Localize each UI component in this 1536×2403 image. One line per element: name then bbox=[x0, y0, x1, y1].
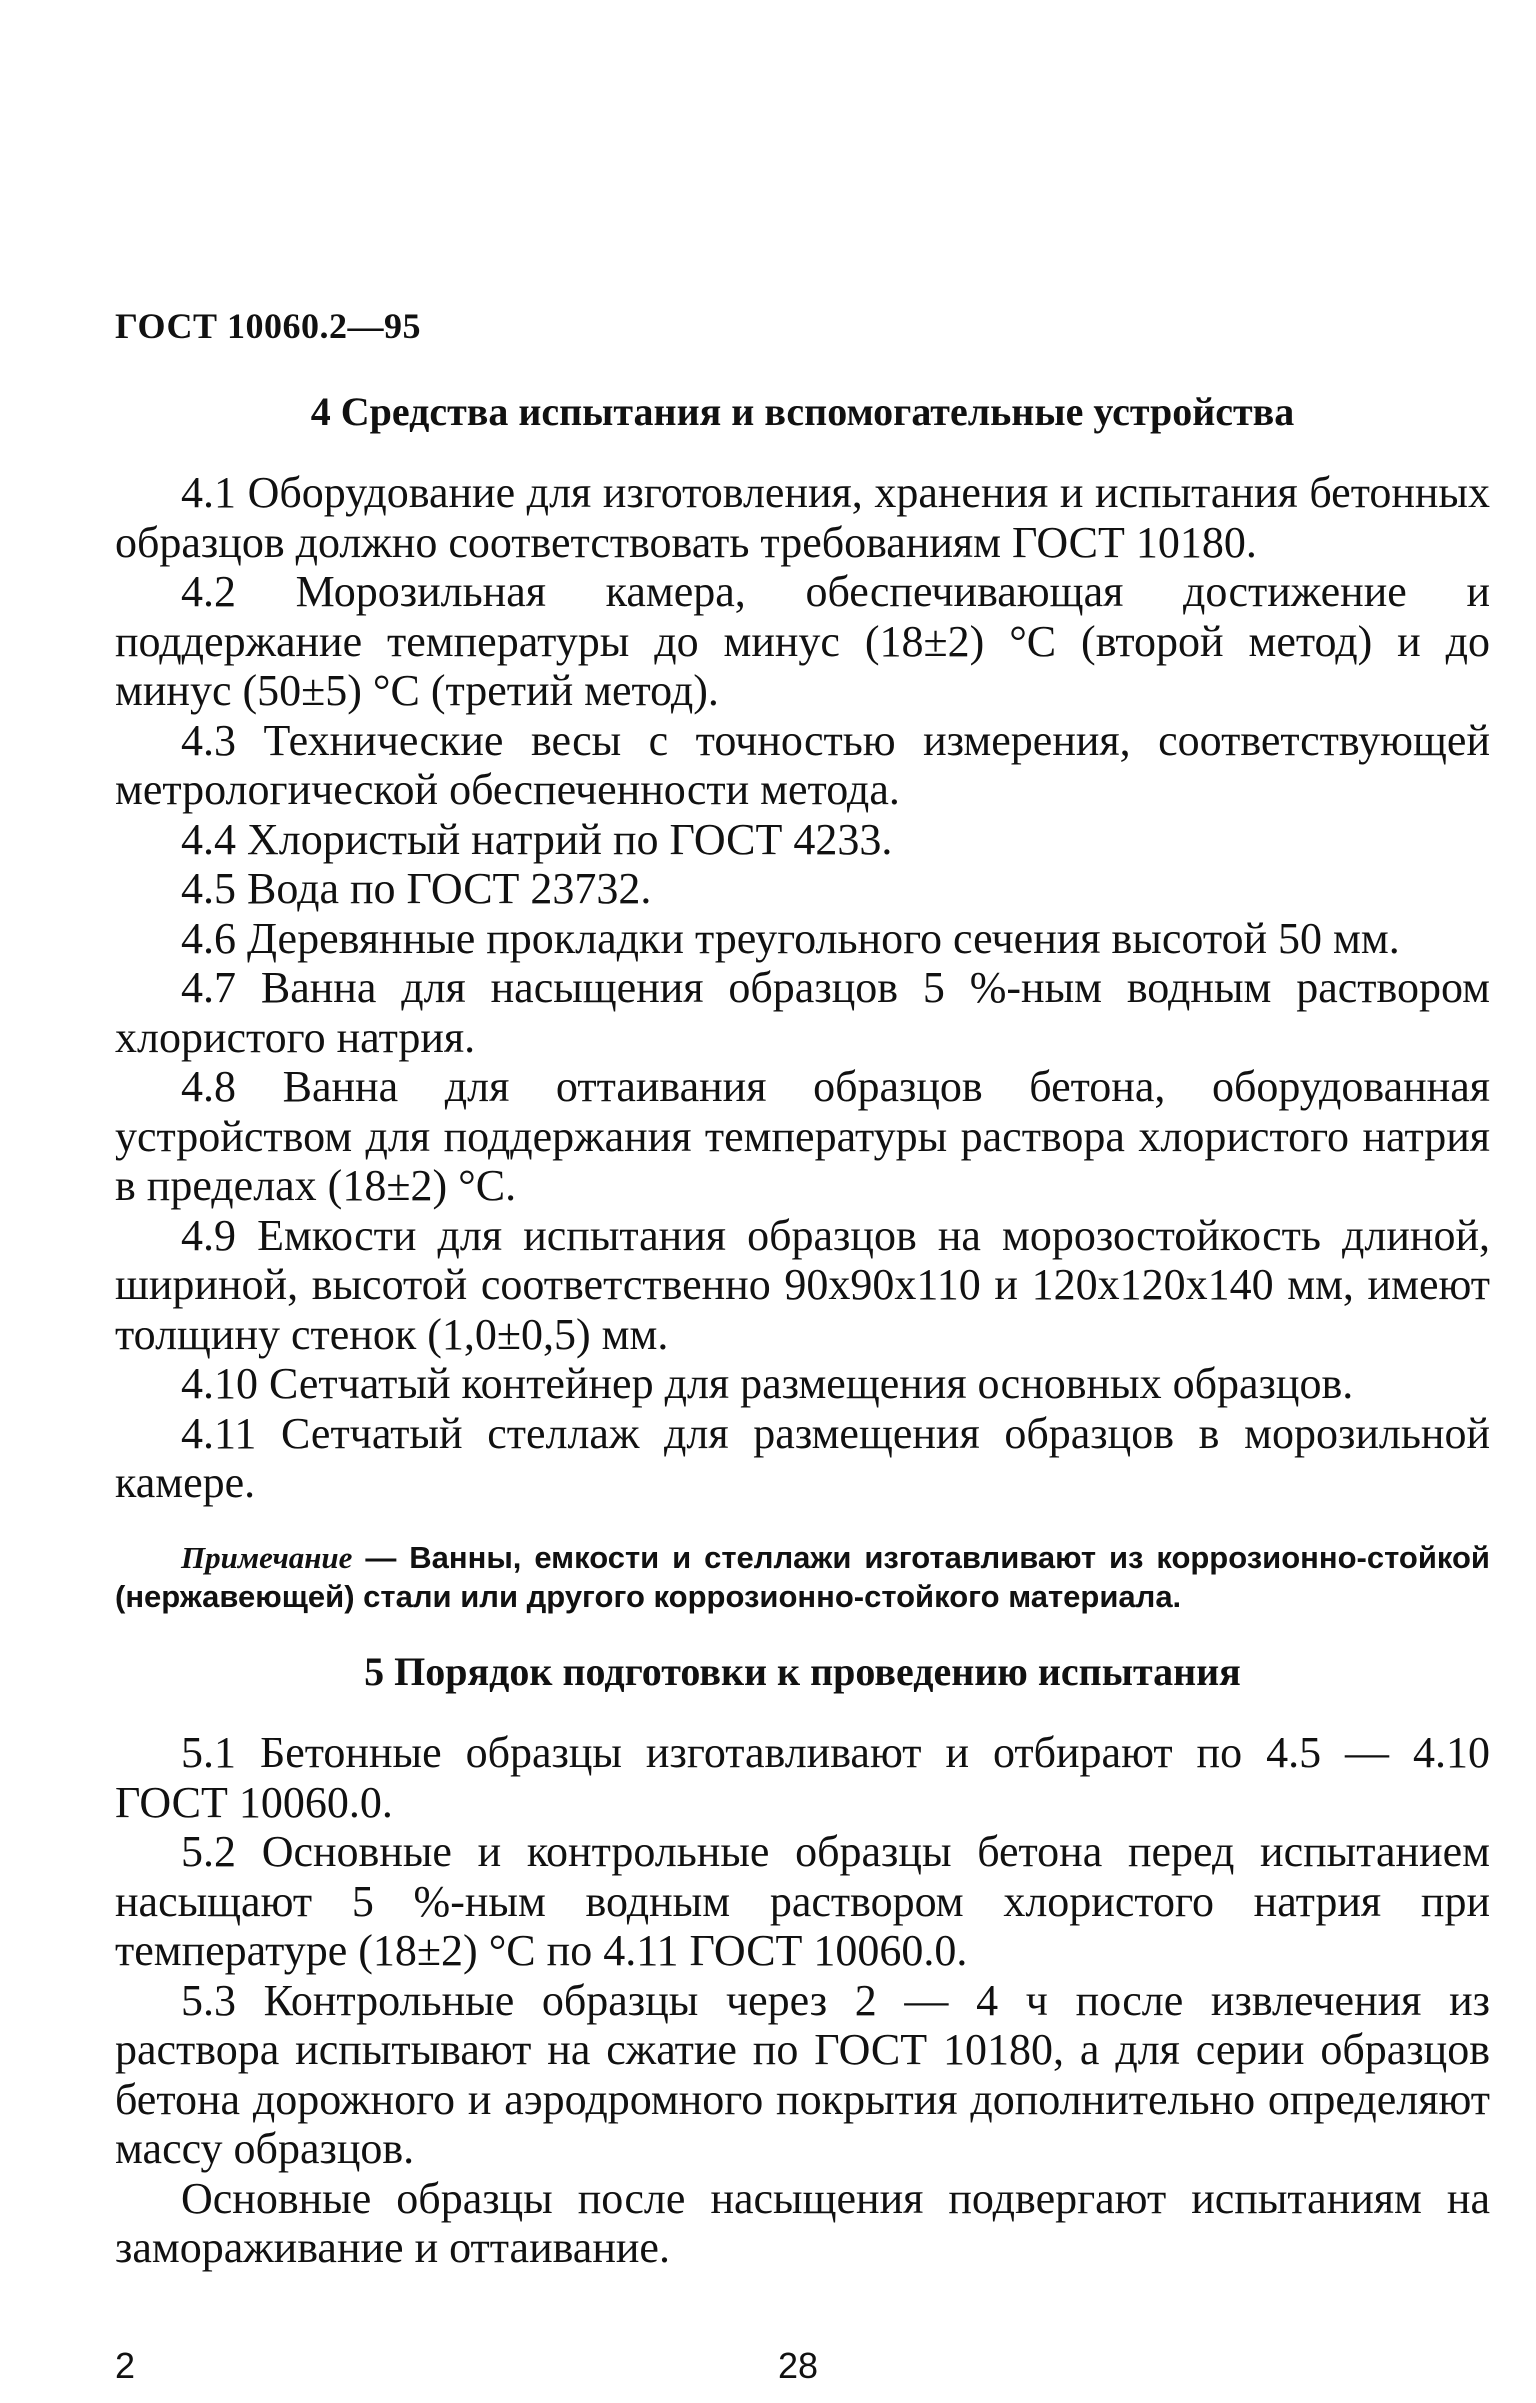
clause-4-4: 4.4 Хлористый натрий по ГОСТ 4233. bbox=[181, 814, 893, 864]
clause-5-1: 5.1 Бетонные образцы изготавливают и отбирают по 4.5 — 4.10 ГОСТ 10060.0. bbox=[115, 1728, 1490, 1827]
clause-4-6: 4.6 Деревянные прокладки треугольного сечения высотой 50 мм. bbox=[181, 913, 1400, 963]
document-page bbox=[115, 0, 1490, 2403]
clause-4-11: 4.11 Сетчатый стеллаж для размещения образцов в морозильной камере. bbox=[115, 1408, 1490, 1507]
clause-4-3: 4.3 Технические весы с точностью измерения, соответствующей метрологической обеспеченности метода. bbox=[115, 715, 1490, 814]
note-text: — Ванны, емкости и стеллажи изготавливают из коррозионно-стойкой (нержавеющей) стали или другого коррозионно-стойкого материала. bbox=[115, 1540, 1490, 1614]
page-number-left: 2 bbox=[115, 2345, 136, 2386]
document-code-header: ГОСТ 10060.2—95 bbox=[115, 306, 421, 346]
section-4-title: 4 Средства испытания и вспомогательные устройства bbox=[310, 389, 1295, 434]
paragraph-main-samples: Основные образцы после насыщения подвергают испытаниям на замораживание и оттаивание. bbox=[115, 2173, 1490, 2272]
page-number-center: 28 bbox=[778, 2345, 819, 2386]
section-4-body bbox=[115, 468, 1490, 1508]
clause-4-8: 4.8 Ванна для оттаивания образцов бетона, оборудованная устройством для поддержания температуры раствора хлористого натрия в пределах (18±2) °С. bbox=[115, 1062, 1490, 1210]
clause-4-2: 4.2 Морозильная камера, обеспечивающая достижение и поддержание температуры до минус (18±2) °С (второй метод) и до минус (50±5) °С (третий метод). bbox=[115, 567, 1490, 715]
clause-4-5: 4.5 Вода по ГОСТ 23732. bbox=[181, 864, 652, 913]
clause-4-9: 4.9 Емкости для испытания образцов на морозостойкость длиной, шириной, высотой соответственно 90х90х110 и 120х120х140 мм, имеют толщину стенок (1,0±0,5) мм. bbox=[115, 1210, 1490, 1359]
clause-4-7: 4.7 Ванна для насыщения образцов 5 %-ным водным раствором хлористого натрия. bbox=[115, 963, 1490, 1062]
section-5-title: 5 Порядок подготовки к проведению испытания bbox=[364, 1649, 1241, 1694]
clause-4-10: 4.10 Сетчатый контейнер для размещения основных образцов. bbox=[181, 1359, 1354, 1408]
note-paragraph bbox=[115, 1538, 1490, 1616]
note-label: Примечание bbox=[181, 1540, 353, 1575]
clause-5-2: 5.2 Основные и контрольные образцы бетона перед испытанием насыщают 5 %-ным водным раствором хлористого натрия при температуре (18±2) °С по 4.11 ГОСТ 10060.0. bbox=[115, 1827, 1490, 1975]
clause-4-1: 4.1 Оборудование для изготовления, хранения и испытания бетонных образцов должно соответствовать требованиям ГОСТ 10180. bbox=[115, 468, 1490, 567]
section-5-body bbox=[115, 1728, 1490, 2273]
clause-5-3: 5.3 Контрольные образцы через 2 — 4 ч после извлечения из раствора испытывают на сжатие по ГОСТ 10180, а для серии образцов бетона дорожного и аэродромного покрытия дополнительно определяют массу образцов. bbox=[115, 1975, 1490, 2173]
